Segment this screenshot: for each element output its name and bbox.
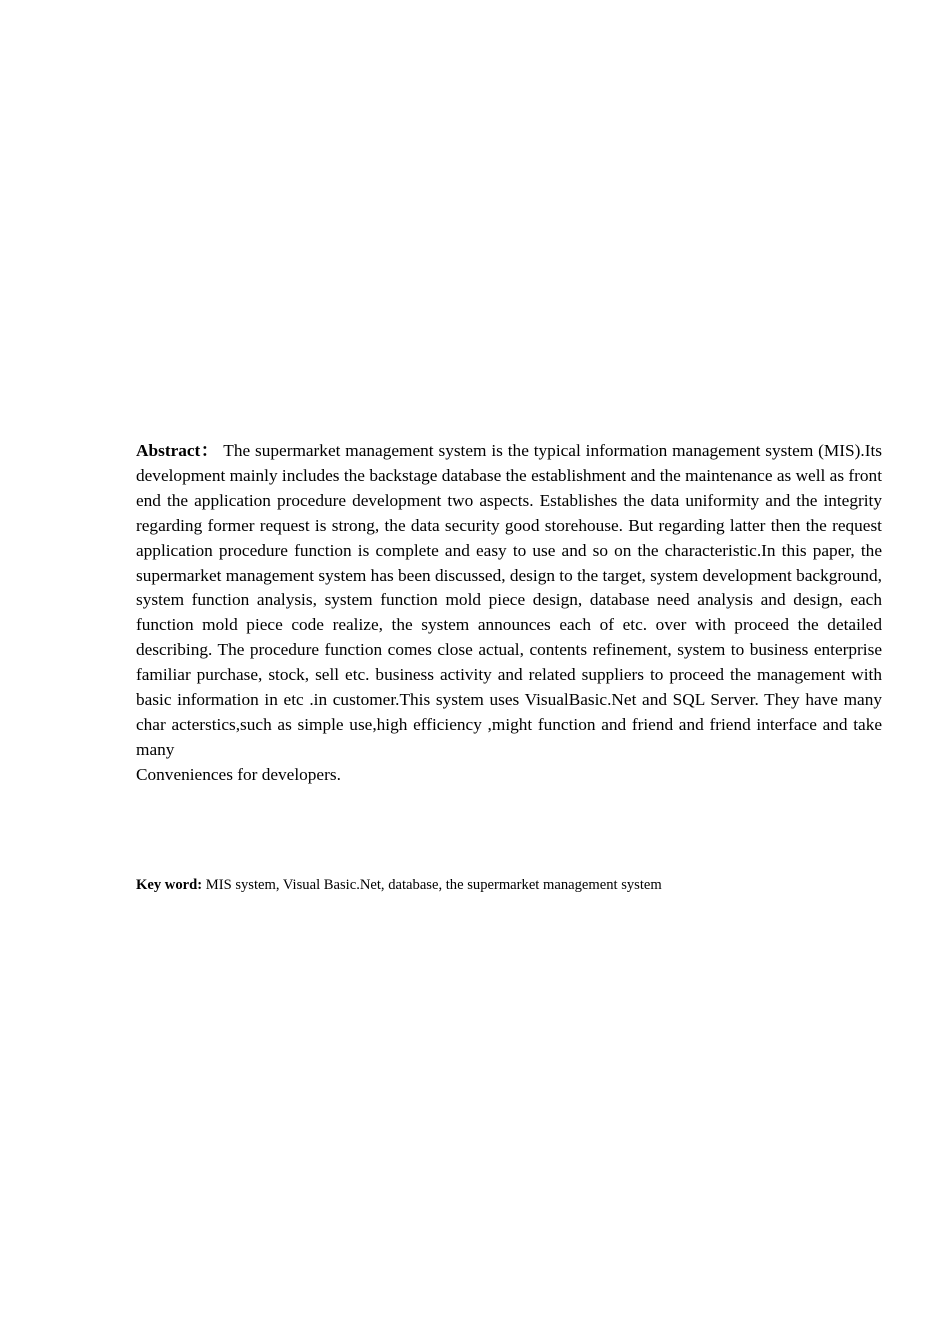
abstract-label: Abstract：: [136, 441, 219, 460]
abstract-body: The supermarket management system is the typical information management system (MIS).Its development mainly includes the backstage database the establishment and the maintenance as well as front end the application procedure development two aspects. Establishes the data uniformity and the integrity regarding former request is strong, the data security good storehouse. But regarding latter then the request application procedure function is complete and easy to use and so on the characteristic.In this paper, the supermarket management system has been discussed, design to the target, system development background, system function analysis, system function mold piece design, database need analysis and design, each function mold piece code realize, the system announces each of etc. over with proceed the detailed describing. The procedure function comes close actual, contents refinement, system to business enterprise familiar purchase, stock, sell etc. business activity and related suppliers to proceed the management with basic information in etc .in customer.This system uses VisualBasic.Net and SQL Server. They have many char acterstics,such as simple use,high efficiency ,might function and friend and friend interface and take many: [136, 441, 882, 759]
abstract-paragraph: [136, 439, 882, 788]
keywords-label: Key word:: [136, 877, 203, 893]
keywords-text: MIS system, Visual Basic.Net, database, the supermarket management system: [202, 877, 662, 893]
keywords-line: [136, 875, 882, 895]
abstract-tail: Conveniences for developers.: [136, 764, 341, 784]
